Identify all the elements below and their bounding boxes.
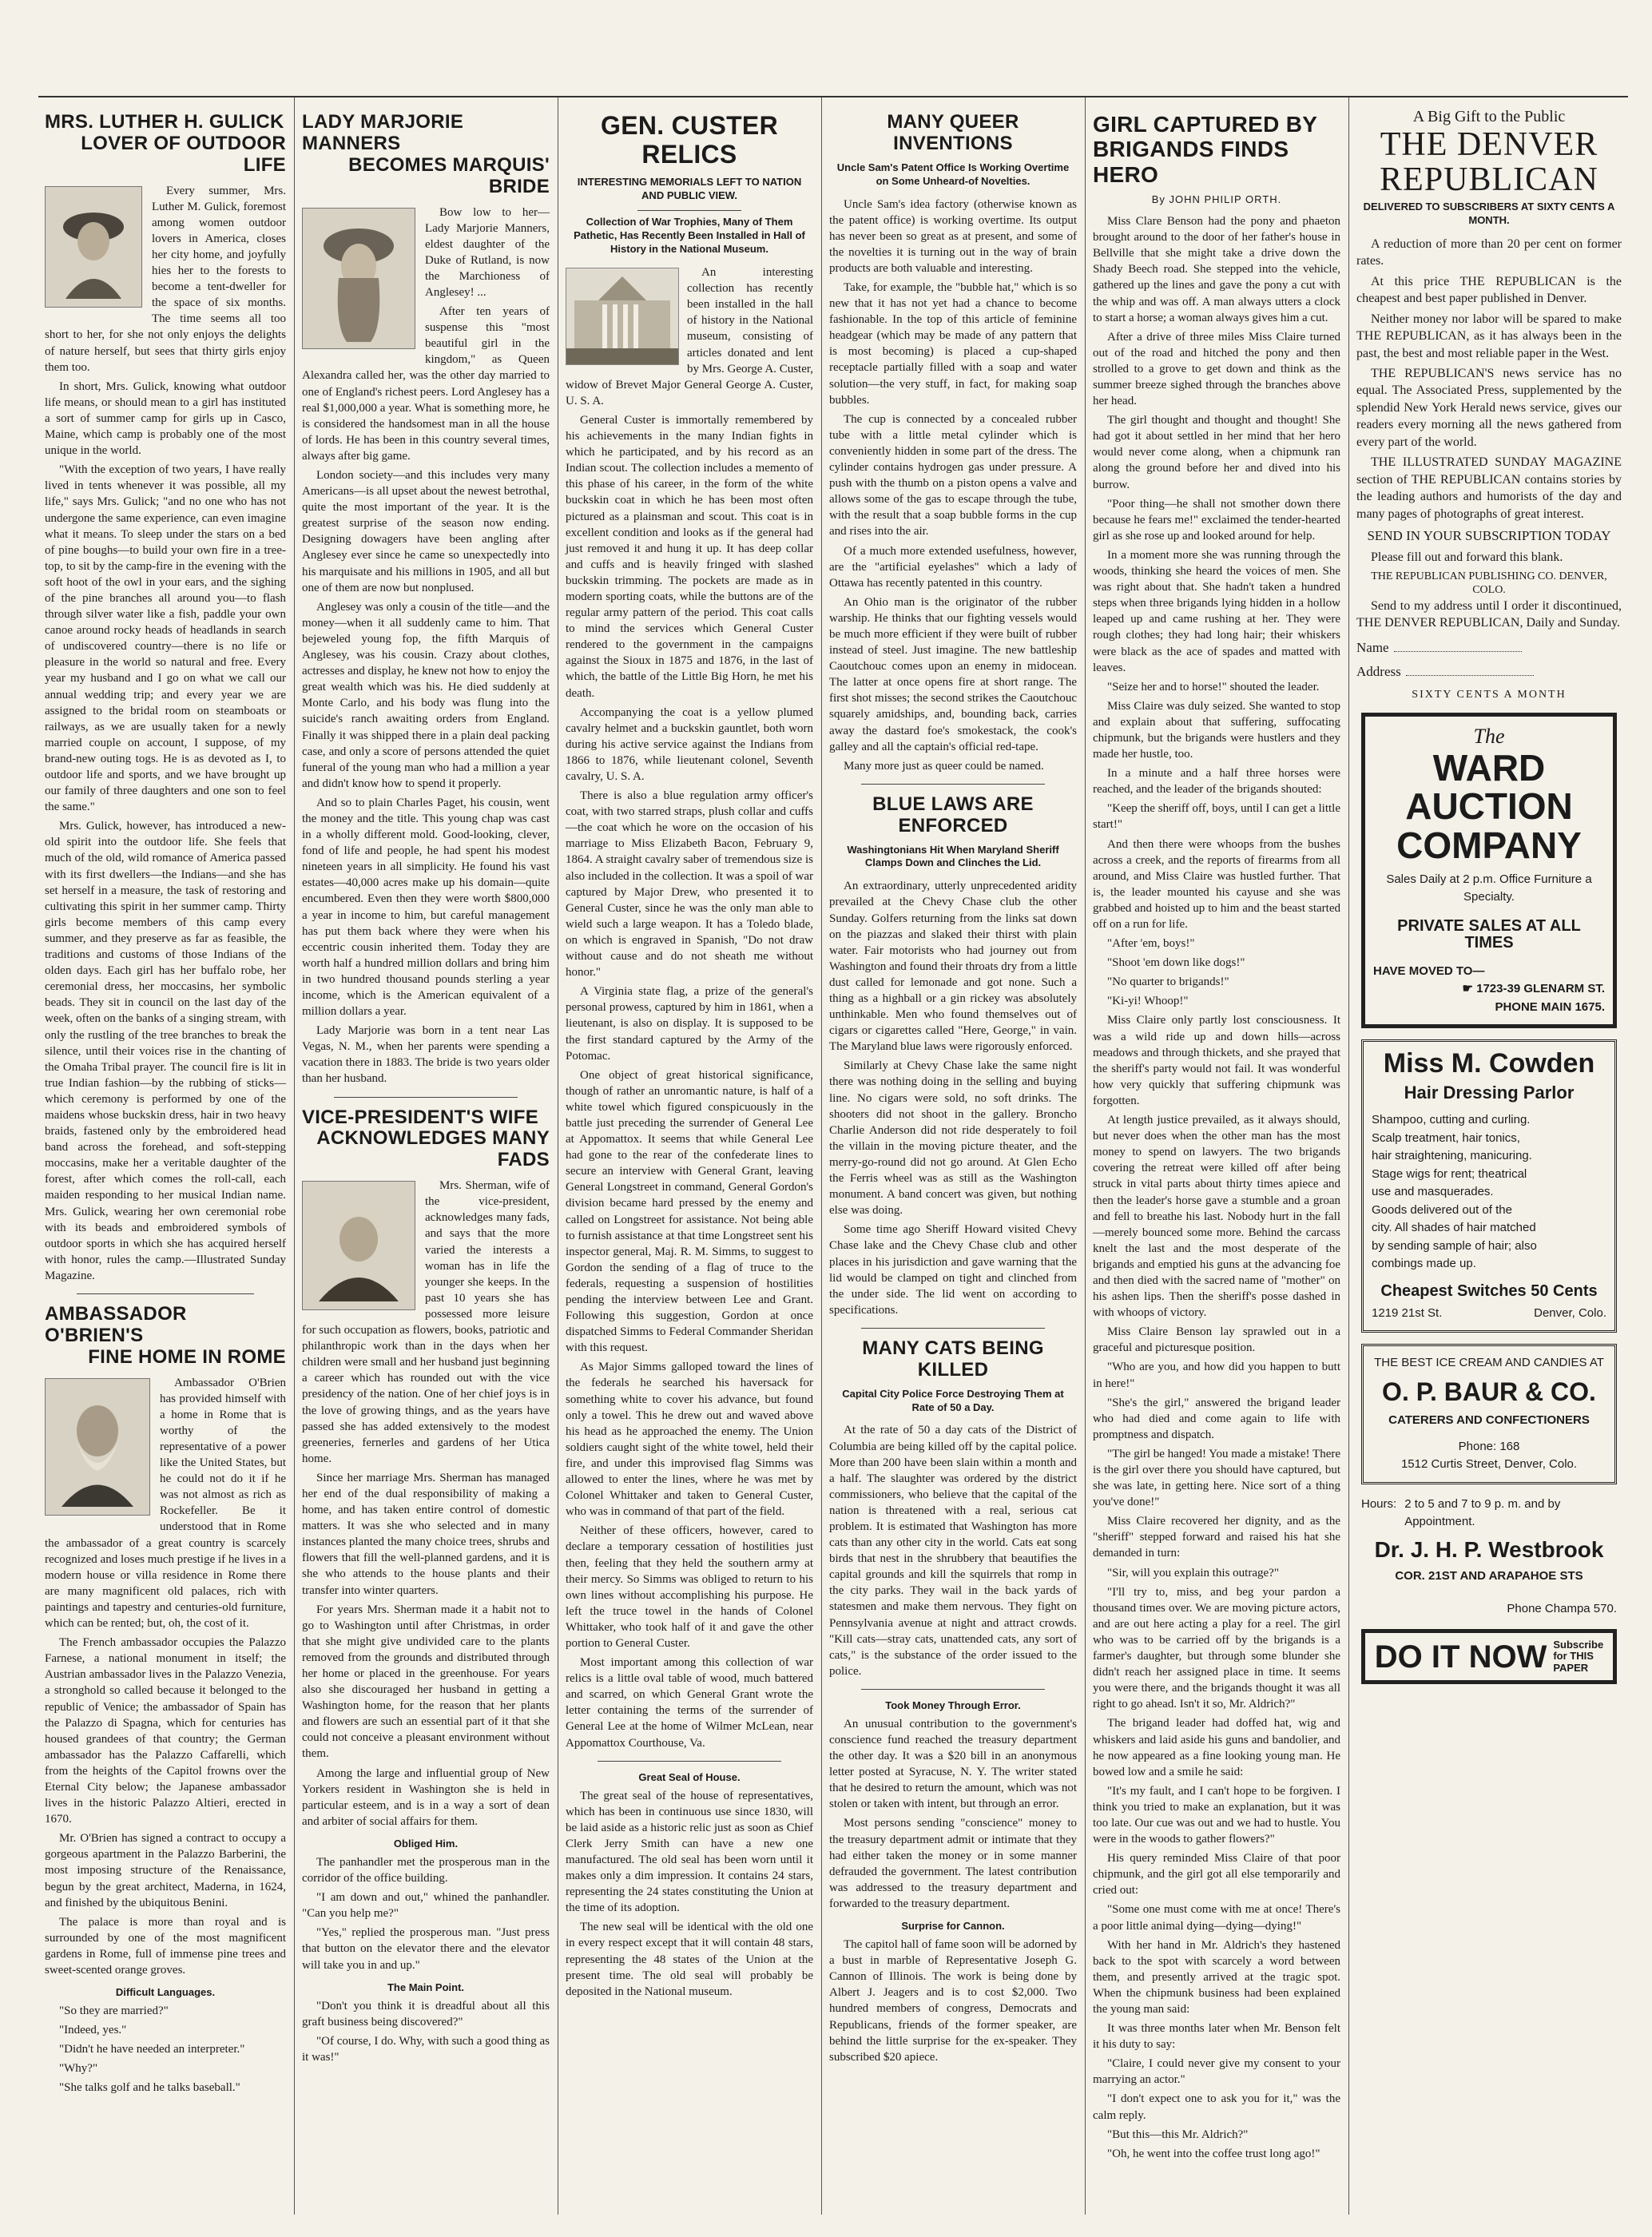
brigands-paragraph: The brigand leader had doffed hat, wig and whiskers and laid aside his guns and bandolier, and he now appeared as a fine looking young man. He bowed low and a smile he said: xyxy=(1093,1717,1340,1778)
cowden-line: Goods delivered out of the xyxy=(1372,1202,1512,1217)
do-it-now-small: for THIS xyxy=(1553,1650,1594,1663)
westbrook-name: Dr. J. H. P. Westbrook xyxy=(1374,1536,1604,1562)
custer-subdeck: Collection of War Trophies, Many of Them Pathetic, Has Recently Been Installed in Hall of History in the National Museum. xyxy=(574,216,805,256)
blue-laws-deck: Washingtonians Hit When Maryland Sheriff Clamps Down and Clinches the Lid. xyxy=(847,843,1059,869)
inventions-paragraph: Of a much more extended usefulness, however, are the "artificial eyelashes" which a lady of Ottawa has recently patented in this country. xyxy=(829,544,1077,590)
baur-name: O. P. BAUR & CO. xyxy=(1382,1377,1596,1406)
brigands-headline: GIRL CAPTURED BY BRIGANDS FINDS HERO xyxy=(1093,112,1318,187)
custer-deck: INTERESTING MEMORIALS LEFT TO NATION AND PUBLIC VIEW. xyxy=(577,175,802,201)
brigands-paragraph: Miss Claire Benson lay sprawled out in a graceful and picturesque position. xyxy=(1093,1325,1340,1355)
manners-paragraph: Lady Marjorie was born in a tent near Las Vegas, N. M., when her parents were spending a vacation there in 1883. The bride is two years older than her husband. xyxy=(302,1024,550,1086)
column-1 xyxy=(38,107,292,2216)
brigands-paragraph: In a moment more she was running through the woods, thinking she heard the voices of men. She was right about that. She hadn't taken a hundred steps when three brigands lying hidden in a hollow leaped up and came rushing at her. They were rough clothes; they had long hair; their whiskers were black as the ace of spades and matted with leaves. xyxy=(1093,548,1340,674)
brigands-paragraph: "She's the girl," answered the brigand leader who had died and come again to life with promptness and dispatch. xyxy=(1093,1396,1340,1441)
blue-laws-paragraph: Some time ago Sheriff Howard visited Chevy Chase lake and the Chevy Chase club and other places in his jurisdiction and gave warning that the lid would be clamped on tight and clinched from the under side. The lid went on according to specifications. xyxy=(829,1223,1077,1317)
money-paragraph: An unusual contribution to the government's conscience fund reached the treasury department the other day. It was a $20 bill in an anonymous letter posted at Syracuse, N. Y. The writer stated that he desired to return the amount, which was not stolen or taken with intent, but through an error. xyxy=(829,1717,1077,1811)
sherman-paragraph: For years Mrs. Sherman made it a habit not to go to Washington until after Christmas, in order that she might give undivided care to the plants removed from the grounds and distributed through her home or placed in the greenhouse. For years also she discouraged her husband in getting a Washington home, for the reason that her plants and flowers are such an essential part of it that she could not conceive a pleasant environment without them. xyxy=(302,1603,550,1761)
museum-building-icon xyxy=(566,268,678,364)
ward-phone: PHONE MAIN 1675. xyxy=(1495,999,1605,1014)
custer-paragraph: There is also a blue regulation army officer's coat, with two starred straps, plush collar and cuffs—the coat which he wore on the occasion of his marriage to Miss Elizabeth Bacon, February 9, 1864. A straight cavalry saber of tremendous size is also included in the collection. It was a spoil of war captured by Major Drew, who presented it to General Custer, since he was the only man able to wield such a large weapon. It has a Toledo blade, on which is engraved in Spanish, "Do not draw without cause and do not sheath me without honor." xyxy=(566,789,813,979)
filler-line: "I am down and out," whined the panhandler. "Can you help me?" xyxy=(302,1891,550,1921)
brigands-paragraph: "Claire, I could never give my consent to your marrying an actor." xyxy=(1093,2057,1340,2087)
ad-price-line: SIXTY CENTS A MONTH xyxy=(1412,688,1567,701)
ward-the: The xyxy=(1473,725,1505,749)
brigands-paragraph: "Seize her and to horse!" shouted the leader. xyxy=(1107,680,1320,693)
ward-private: PRIVATE SALES AT ALL TIMES xyxy=(1397,916,1581,952)
woman-portrait-icon xyxy=(311,214,407,342)
cowden-line: Stage wigs for rent; theatrical xyxy=(1372,1166,1527,1181)
column-rule xyxy=(1348,97,1349,2215)
column-2 xyxy=(296,107,556,2216)
brigands-paragraph: "Shoot 'em down like dogs!" xyxy=(1107,956,1245,970)
cowden-address: 1219 21st St. Denver, Colo. xyxy=(1372,1305,1606,1320)
cowden-line: hair straightening, manicuring. xyxy=(1372,1149,1532,1163)
obrien-paragraph: Mr. O'Brien has signed a contract to occupy a gorgeous apartment in the Palazzo Barberini, the most imposing structure of the Renaissance, begun by the great architect, Maderna, in 1624, and finished by the ubiquitous Benini. xyxy=(45,1832,286,1909)
ward-title: WARD AUCTION xyxy=(1405,747,1573,828)
westbrook-address: COR. 21ST AND ARAPAHOE STS xyxy=(1395,1569,1583,1583)
manners-headline: LADY MARJORIE MANNERS BECOMES MARQUIS' BRIDE xyxy=(302,111,550,197)
manners-paragraph: After ten years of suspense this "most beautiful girl in the kingdom," as Queen Alexandra called her, was the other day married to one of England's richest peers. Lord Anglesey has a real $1,000,000 a year. What is something more, he is considered the handsomest man in all the house of lords. He has been in this country several times, always after big game. xyxy=(302,305,550,463)
brigands-paragraph: Miss Claire recovered her dignity, and as the "sheriff" stepped forward and raised his hat she demanded in turn: xyxy=(1093,1515,1340,1560)
ad-company: THE REPUBLICAN PUBLISHING CO. DENVER, COLO. xyxy=(1371,570,1607,597)
cats-paragraph: At the rate of 50 a day cats of the District of Columbia are being killed off by the capital police. More than 200 have been slain within a month and a half. The slaughter was ordered by the district commissioners, who believe that the capital of the nation is threatened with a real, serious cat problem. It is estimated that Washington has more cats than any other city in the world. Cats eat song birds that nest in the shrubbery that beautifies the capital grounds and kill the squirrels that romp in the city parks. They wail in the back yards of statesmen and make them nervous. They fight on Pennsylvania avenue at night and attract crowds. "Kill cats—stray cats, unattended cats, any sort of cats," is the substance of the order issued to the police. xyxy=(829,1424,1077,1678)
do-it-now-small: PAPER xyxy=(1553,1661,1589,1674)
brigands-paragraph: "Ki-yi! Whoop!" xyxy=(1107,995,1189,1008)
filler-line: "Didn't he have needed an interpreter." xyxy=(59,2043,245,2056)
woman-portrait-icon xyxy=(54,195,133,299)
brigands-paragraph: "Who are you, and how did you happen to butt in here!" xyxy=(1093,1361,1340,1390)
ad-masthead-line: REPUBLICAN xyxy=(1380,161,1598,199)
brigands-paragraph: Miss Clare Benson had the pony and phaeton brought around to the door of her father's house in Bellville that she might take a drive down the Shady Beech road. She stepped into the vehicle, gathered up the lines and gave the pony a cut with the whip and was off. A man always utters a clock to start a horse; a woman always gives him a cut. xyxy=(1093,215,1340,324)
filler-line: "Indeed, yes." xyxy=(59,2024,127,2037)
sherman-portrait xyxy=(302,1181,415,1310)
blue-laws-paragraph: Similarly at Chevy Chase lake the same night there was nothing doing in the selling and buying line. No cigars were sold, no soft drinks. The shooters did not shoot in the gallery. Broncho Charlie Anderson did not ride desperately to foil the villain in the moving picture theater, and the merry-go-round did not go around. At Glen Echo the Ferris wheel was as still as the Washington monument. A band concert was given, but nothing else was doing. xyxy=(829,1059,1077,1218)
brigands-paragraph: "Keep the sheriff off, boys, until I can get a little start!" xyxy=(1093,802,1340,832)
manners-paragraph: Anglesey was only a cousin of the title—and the money—when it all suddenly came to him. That bejeweled young fop, the fifth Marquis of Anglesey, was his cousin. Crazy about clothes, actresses and display, he knew not how to enjoy the great wealth which was his. He died suddenly at Monte Carlo, and his body was flung into the suicide's ranch awaiting orders from England. Finally it was shipped there in a plain deal packing case, and only a score of persons attended the quiet funeral of the young man who had a million a year and didn't know how to spend it properly. xyxy=(302,600,550,790)
museum-building-image xyxy=(566,268,679,365)
ad-tagline: A Big Gift to the Public xyxy=(1412,108,1566,125)
column-3 xyxy=(559,107,820,2216)
sherman-paragraph: Among the large and influential group of New Yorkers resident in Washington she is held in particular esteem, and is in a way a sort of dean and arbiter of social affairs for them. xyxy=(302,1766,550,1828)
do-it-now-ad xyxy=(1361,1629,1617,1684)
custer-paragraph: One object of great historical significance, though of rather an unromantic nature, is half of a white towel which figured conspicuously in the battle just preceding the surrender of General Lee at Appomattox. It seems that while General Lee had gone to the rear of the confederate lines to secure an interview with General Grant, leaving General Longstreet in command, General Gordon's division became hard pressed by the enemy and called on Longstreet for assistance. Not being able to furnish assistance at that time Longstreet sent his inspector general, Maj. R. M. Simms, to suggest to Gordon the sending of a flag of truce to the federals, requesting a suspension of hostilities pending the interview between Lee and Grant. Following this suggestion, Gordon at once dispatched Simms to Federal Commander Sheridan with this request. xyxy=(566,1068,813,1355)
custer-headline: GEN. CUSTER RELICS xyxy=(601,111,778,169)
ad-masthead-line: THE DENVER xyxy=(1380,126,1598,163)
brigands-paragraph: "Oh, he went into the coffee trust long ago!" xyxy=(1107,2147,1320,2160)
ward-title: COMPANY xyxy=(1396,824,1582,866)
brigands-paragraph: Miss Claire only partly lost consciousness. It was a wild ride up and down hills—across meadows and through thickets, and she prayed that the sheriff's party would not fail. It was wonderful how very quickly that suffering chipmunk was forgotten. xyxy=(1093,1014,1340,1107)
brigands-paragraph: With her hand in Mr. Aldrich's they hastened back to the spot with scarcely a word between them, and presently arrived at the tragic spot. When the chipmunk business had been explained the young man said: xyxy=(1093,1938,1340,2016)
ad-paragraph: THE REPUBLICAN'S news service has no equal. The Associated Press, supplemented by the splendid New York Herald news service, gives our readers every morning all the news gathered from every part of the world. xyxy=(1356,367,1622,449)
ad-address-line[interactable]: Address xyxy=(1356,664,1622,680)
denver-republican-ad xyxy=(1356,107,1622,701)
cowden-line: Scalp treatment, hair tonics, xyxy=(1372,1130,1520,1145)
brigands-paragraph: The girl thought and thought and thought! She had got it about settled in her mind that her hero would never come along, when a chipmunk ran along the ground before her and dived into his burrow. xyxy=(1093,414,1340,491)
manners-paragraph: Bow low to her—Lady Marjorie Manners, eldest daughter of the Duke of Rutland, is now the Marchioness of Anglesey! ... xyxy=(425,205,550,299)
divider xyxy=(861,784,1045,785)
custer-paragraph: An interesting collection has recently been installed in the hall of history in the National museum, consisting of articles donated and lent by Mrs. George A. Custer, widow of Brevet Major General George A. Custer, U. S. A. xyxy=(566,266,813,407)
sherman-paragraph: Since her marriage Mrs. Sherman has managed her end of the dual responsibility of making a home, and has taken entire control of domestic matters. It was she who selected and in many instances planted the many choice trees, shrubs and flowers that fill the well-planned gardens, and it is she who attends to the house plants and their transfer into winter quarters. xyxy=(302,1471,550,1597)
gulick-paragraph: In short, Mrs. Gulick, knowing what outdoor life means, or should mean to a girl has instituted a sort of summer camp for girls up in Casco, Maine, which camp is probably one of the most unique in the world. xyxy=(45,379,286,458)
manners-paragraph: London society—and this includes very many Americans—is all upset about the newest betrothal, quite the most important of the year. It is the greatest surprise of the season now ending. Designing dowagers have been angling after Anglesey ever since he came so unexpectedly into his marquisate and his millions in 1905, and all but one of them are now but nonplused. xyxy=(302,469,550,594)
filler-line: "She talks golf and he talks baseball." xyxy=(59,2081,240,2095)
cats-headline: MANY CATS BEING KILLED xyxy=(862,1337,1044,1381)
divider xyxy=(334,1097,518,1098)
blue-laws-headline: BLUE LAWS ARE ENFORCED xyxy=(872,793,1034,836)
inventions-paragraph: Uncle Sam's idea factory (otherwise known as the patent office) is working overtime. Its output has never been so great as at present, and some of the novelties it is turning out in the way of brain products are both valuable and interesting. xyxy=(829,197,1077,275)
cowden-line: Shampoo, cutting and curling. xyxy=(1372,1113,1531,1127)
column-rule xyxy=(821,97,822,2215)
baur-phone: Phone: 168 xyxy=(1458,1439,1520,1453)
baur-top: THE BEST ICE CREAM AND CANDIES AT xyxy=(1374,1356,1604,1370)
do-it-now-small: Subscribe xyxy=(1553,1639,1604,1651)
brigands-paragraph: "It's my fault, and I can't hope to be forgiven. I think you tried to make an explanation, but it was too late. Our cue was out and we had to hustle. You were in the woods to gather flowers?" xyxy=(1093,1784,1340,1846)
westbrook-hours: 2 to 5 and 7 to 9 p. m. and by Appointment. xyxy=(1404,1496,1561,1529)
cowden-line: by sending sample of hair; also xyxy=(1372,1238,1537,1253)
ad-paragraph: At this price THE REPUBLICAN is the cheapest and best paper published in Denver. xyxy=(1356,274,1622,306)
gulick-paragraph: Every summer, Mrs. Luther M. Gulick, foremost among women outdoor lovers in America, closes her city home, and joyfully hies her to the forests to become a tent-dweller for the space of six months. The time seems all too short to her, for she not only enjoys the delights of nature herself, but sees that thirty girls enjoy them too. xyxy=(45,184,286,374)
filler-line: "Of course, I do. Why, with such a good thing as it was!" xyxy=(302,2034,550,2064)
brigands-paragraph: "The girl be hanged! You made a mistake! There is the girl over there you should have captured, but she was late, in getting here. Nice sort of a thing you've done!" xyxy=(1093,1447,1341,1509)
divider xyxy=(637,210,741,211)
brigands-paragraph: "No quarter to brigands!" xyxy=(1107,975,1229,989)
inventions-deck: Uncle Sam's Patent Office Is Working Overtime on Some Unheard-of Novelties. xyxy=(836,161,1070,187)
filler-title: The Main Point. xyxy=(387,1981,465,1993)
baur-ad xyxy=(1361,1344,1617,1484)
sherman-paragraph: Mrs. Sherman, wife of the vice-president, acknowledges many fads, and says that the more varied the interests a woman has in life the younger she keeps. In the past 10 years she has possessed more leisure for such occupation as flowers, books, patriotic and philanthropic work than in the days when her children were small and her husband just beginning a career which has rounded out with the vice presidency of the nation. One of her chief joys is in the love of growing things, and as the years have passed she has added extensively to the modest greeneries, fernerles and gardens of her Utica home. xyxy=(302,1179,550,1465)
westbrook-ad xyxy=(1361,1496,1617,1618)
money-paragraph: Most persons sending "conscience" money to the treasury department admit or intimate that they had either taken the money or in some manner defrauded the government. The latest contribution was addressed to the treasury department and forwarded to the treasury department. xyxy=(829,1817,1077,1910)
inventions-paragraph: Take, for example, the "bubble hat," which is so new that it has not yet had a chance to become fashionable. In the top of this article of feminine headgear (which may be made of any pattern that is most becoming) is placed a cup-shaped receptacle partially filled with a soap and water solution—the very stuff, in fact, for making soap bubbles. xyxy=(829,281,1077,407)
brigands-paragraph: "I don't expect one to ask you for it," was the calm reply. xyxy=(1093,2092,1340,2122)
do-it-now-text: DO IT NOW xyxy=(1374,1639,1547,1675)
cowden-line: use and masquerades. xyxy=(1372,1185,1494,1199)
cowden-line: city. All shades of hair matched xyxy=(1372,1221,1536,1235)
ad-name-line[interactable]: Name xyxy=(1356,640,1622,656)
brigands-paragraph: "Sir, will you explain this outrage?" xyxy=(1107,1566,1279,1579)
custer-paragraph: Most important among this collection of war relics is a little oval table of wood, much battered and scarred, on which General Grant wrote the letter containing the terms of the surrender of General Lee at the home of Wilmer McLean, near Appomattox Courthouse, Va. xyxy=(566,1656,813,1750)
cowden-cheapest: Cheapest Switches 50 Cents xyxy=(1380,1281,1598,1300)
baur-address: 1512 Curtis Street, Denver, Colo. xyxy=(1400,1457,1578,1472)
custer-paragraph: Accompanying the coat is a yellow plumed cavalry helmet and a buckskin gauntlet, both worn during his active service against the Indians from 1866 to 1876, while lieutenant colonel, Seventh cavalry, U. S. A. xyxy=(566,705,813,784)
filler-line: "Yes," replied the prosperous man. "Just press that button on the elevator there and the elevator will take you in and up." xyxy=(302,1926,550,1972)
westbrook-hours-label: Hours: xyxy=(1361,1496,1397,1511)
filler-line: The panhandler met the prosperous man in the corridor of the office building. xyxy=(302,1855,550,1885)
manners-paragraph: And so to plain Charles Paget, his cousin, went the money and the title. This young chap was cast in a wholly different mold. Good-looking, clever, fond of life and people, he had spent his modest nineteen years in all simplicity. He found his vast estates—40,000 acres make up his domain—quite encumbered. Even then they were worth $800,000 a year in income to him, but careful management has put them back where they were when his eccentric cousin inherited them. Today they are worth half a hundred million dollars and bring him in two hundred thousand pounds sterling a year income, which is the American equivalent of a million dollars a year. xyxy=(302,796,550,1019)
seal-title: Great Seal of House. xyxy=(638,1770,741,1783)
sherman-headline: VICE-PRESIDENT'S WIFE ACKNOWLEDGES MANY FADS xyxy=(302,1106,550,1171)
seal-paragraph: The new seal will be identical with the old one in every respect except that it will contain 48 stars, representing the 48 states of the Union at the present time. The old seal will probably be deposited in the National museum. xyxy=(566,1921,813,1998)
gulick-paragraph: Mrs. Gulick, however, has introduced a new-old spirit into the outdoor life. She feels that much of the old, wild romance of America passed with its first dwellers—the Indians—and she has set herself in a measure, the task of restoring and cultivating this spirit in her summer camp. Thirty girls become members of this camp every summer, and they preserve as far as feasible, the traditions and customs of those Indians of the olden days. Each girl has her buffalo robe, her ceremonial dress, her moccasins, her symbolic beads. They sit in council on the last day of the week, often on the banks of a singing stream, with only the rustling of the tree branches to break the silence, until their voices rise in the chanting of the Omaha Tribal prayer. The council fire is lit in true Indian fashion—by the rubbing of sticks—which ceremony is performed by one of the maidens whose buckskin dress, hair in two heavy braids, fastened only by the embroidered head band across the forehead, and soft-stepping moccasins, make her a veritable daughter of the forest, after which comes the roll-call, each maiden responding to her musical Indian name. Mrs. Gulick, wearing her own ceremonial robe with its beads and embroidered symbols of outdoor sports in which she has acquired herself with honor, rules the camp.—Illustrated Sunday Magazine. xyxy=(45,820,287,1282)
divider xyxy=(861,1328,1045,1329)
column-rule xyxy=(294,97,295,2215)
inventions-paragraph: The cup is connected by a concealed rubber tube with a little metal cylinder which is conveniently hidden in some part of the dress. The cylinder contains hydrogen gas under pressure. A push with the thumb on a piston opens a valve and allows some of the gas to escape through the tube, with the result that a soap bubble forms in the cup and rises into the air. xyxy=(829,412,1077,538)
ad-paragraph: Neither money nor labor will be spared to make THE REPUBLICAN, as it has always been in the past, the best and most reliable paper in the West. xyxy=(1356,312,1622,360)
brigands-paragraph: "I'll try to, miss, and beg your pardon a thousand times over. We are moving picture actors, and are out here acting a play for a reel. The girl who was to be carried off by the brigands is a farmer's daughter, but through some blunder she didn't reach her assigned place in time. It seems you were there, and the brigands thought it was all right to go ahead. Isn't it so, Mr. Aldrich?" xyxy=(1093,1585,1340,1711)
inventions-headline: MANY QUEER INVENTIONS xyxy=(887,111,1019,154)
cowden-line: combings made up. xyxy=(1372,1257,1476,1271)
money-title: Took Money Through Error. xyxy=(885,1699,1021,1711)
ad-delivered: DELIVERED TO SUBSCRIBERS AT SIXTY CENTS A MONTH. xyxy=(1363,201,1615,227)
hand-pointer-icon: ☛ xyxy=(1462,982,1477,996)
cannon-title: Surprise for Cannon. xyxy=(901,1920,1005,1933)
obrien-paragraph: Ambassador O'Brien has provided himself with a home in Rome that is worthy of the representative of a power like the United States, but he could not do it if he was not almost as rich as Rockefeller. Be it understood that in Rome the ambassador of a great country is scarcely recognized and loses much prestige if he lives in a modern house or villa residence in Rome there are many magnificent old palaces, rich with paintings and tapestry and centuries-old furniture, which can be rented; but, oh, the cost of it. xyxy=(45,1376,286,1631)
obrien-paragraph: The palace is more than royal and is surrounded by one of the most magnificent gardens in Rome, full of immense pine trees and sweet-scented orange groves. xyxy=(45,1915,286,1977)
divider xyxy=(77,1293,254,1294)
brigands-paragraph: His query reminded Miss Claire of that poor chipmunk, and the girl got all else temporarily and cried out: xyxy=(1093,1852,1340,1897)
custer-paragraph: A Virginia state flag, a prize of the general's personal prowess, captured by him in 1861, when a lieutenant, is also on display. It is supposed to be the first standard captured by the Army of the Potomac. xyxy=(566,985,813,1063)
baur-sub: CATERERS AND CONFECTIONERS xyxy=(1388,1413,1590,1428)
man-portrait-icon xyxy=(54,1387,141,1507)
column-5 xyxy=(1086,107,1347,2216)
inventions-paragraph: Many more just as queer could be named. xyxy=(844,759,1044,773)
brigands-paragraph: "Poor thing—he shall not smother down there because he fears me!" exclaimed the tender-hearted girl as she rose up and looked around for help. xyxy=(1093,497,1340,542)
filler-line: "So they are married?" xyxy=(59,2005,169,2018)
cats-deck: Capital City Police Force Destroying Them at Rate of 50 a Day. xyxy=(842,1387,1064,1413)
brigands-paragraph: It was three months later when Mr. Benson felt it his duty to say: xyxy=(1093,2022,1340,2052)
obrien-paragraph: The French ambassador occupies the Palazzo Farnese, a national monument in itself; the Austrian ambassador lives in the Palazzo Venezia, a stronghold so called because it belonged to the republic of Venice; the ambassador of Spain has the Palazzo di Spagna, which for centuries has housed grandees of that country; the German ambassador has the Palazzo Caffarelli, which from the heights of the Capitol frowns over the Eternal City below; the Japanese ambassador lives in the historic Palazzo Altieri, erected in 1670. xyxy=(45,1636,286,1826)
westbrook-phone: Phone Champa 570. xyxy=(1507,1601,1617,1615)
custer-paragraph: General Custer is immortally remembered by his achievements in the many Indian fights in which he participated, and by his record as an Indian scout. The collection includes a memento of this phase of his career, in the form of the white buckskin coat in which he has been most often pictured as a plainsman and scout. This coat is in excellent condition and looks as if the general had just removed it and hung it up. It has deep collar and cuffs and is heavily fringed with slashed buckskin trimming. The pockets are made as in modern sporting coats, while the buttons are of the regular army pattern of the period. This coat calls to mind the services which General Custer rendered to the government in the campaigns against the Sioux in 1875 and 1876, in the last of which, the battle of the Little Big Horn, he met his death. xyxy=(566,413,813,700)
ward-auction-ad xyxy=(1361,713,1617,1028)
column-4 xyxy=(823,107,1083,2216)
ward-sales: Sales Daily at 2 p.m. Office Furniture a Specialty. xyxy=(1386,872,1592,904)
brigands-paragraph: And then there were whoops from the bushes across a creek, and the reports of firearms from all around, and Miss Claire was hustled further. That is, the leader mounted his cayuse and she was grabbed and hoisted up to him and the beast started off on a run for life. xyxy=(1093,837,1340,932)
blue-laws-paragraph: An extraordinary, utterly unprecedented aridity prevailed at the Chevy Chase club the other Sunday. Golfers returning from the links sat down on the piazzas and slaked their thirst with plain water. Fair motorists who had journey out from Washington and found their throats dry from a little dust called for lemonade and got none. Such a thing as a highball or a gin rickey was absolutely unthinkable. Men who found themselves out of cigars or cigarettes called "Here, George," in vain. The Maryland blue laws were rigorously enforced. xyxy=(829,880,1077,1054)
custer-paragraph: As Major Simms galloped toward the lines of the federals he searched his haversack for something white to cover his advance, but found only a towel. This he drew out and waved above his head as he approached the enemy. The Union soldiers caught sight of the white towel, held their fire, and under this improvised flag Simms was allowed to enter the lines, where he was met by Colonel Whittaker and taken to General Custer, who was in command of that part of the field. xyxy=(566,1361,813,1519)
woman-portrait-icon xyxy=(311,1190,407,1301)
divider xyxy=(861,1689,1045,1690)
filler-title: Difficult Languages. xyxy=(115,1986,216,1999)
custer-paragraph: Neither of these officers, however, cared to declare a temporary cessation of hostilities just then, feeling that they held the southern army at their mercy. So Simms was obliged to return to his own lines without accomplishing his purpose. He left the truce towel in the hands of Colonel Whittaker, who took half of it and gave the other portion to General Custer. xyxy=(566,1524,813,1650)
obrien-portrait xyxy=(45,1378,150,1516)
seal-paragraph: The great seal of the house of representatives, which has been in continuous use since 1830, will be laid aside as a historic relic just as soon as Chief Clerk Jerry Smith can have a new one manufactured. The old seal has been worn until it makes only a dim impression. It contains 24 stars, representing the 24 states constituting the Union at the time of its adoption. xyxy=(566,1789,813,1915)
ad-paragraph: A reduction of more than 20 per cent on former rates. xyxy=(1356,236,1622,268)
ward-address: ☛ 1723-39 GLENARM ST. xyxy=(1462,982,1605,996)
manners-portrait xyxy=(302,208,415,349)
ad-send: SEND IN YOUR SUBSCRIPTION TODAY xyxy=(1367,527,1611,543)
brigands-paragraph: At length justice prevailed, as it always should, but never does when the other man has the most money to spend on lawyers. The two brigands covering the retreat were killed off after being struck in vital parts about thirty times apiece and then the leader's horse gave a stumble and a groan and fell to breathe his last. Nobody hurt in the fall—merely bounced some more. Behind the carcass knelt the last and the most desperate of the brigands and emptied his guns at the advancing foe and then died with the sacred name of "mother" on his ashen lips. Then the sheriff's posse dashed in with whoops of victory. xyxy=(1093,1114,1340,1320)
gulick-paragraph: "With the exception of two years, I have really lived in tents whenever it was possible, all my life," says Mrs. Gulick; "and no one who has not undergone the same experience, can even imagine what it means. To sleep under the stars on a bed of pine boughs—to build your own fire in a tree-top, to sit by the camp-fire in the evening with the soft hoot of the owl in your ears, and the sighing of the pine branches all around you—to flash through silver water like a fish, paddle your own canoe around rocky heads of headlands in search of undiscovered country—there is no life or pleasure in the world so natural and free. Every year my husband and I go on what we call our annual wedding trip; and every year we are assigned to the bridal room on steamboats or railways, as we are usually taken for a newly married couple on account, I suppose, of my brand-new outing togs. He is as devoted as I, to outdoor life and sports, and we have brought up our family of three daughters and one son to feel the same." xyxy=(45,463,286,814)
column-6-ads xyxy=(1350,107,1628,2216)
gulick-portrait xyxy=(45,186,142,308)
ad-fill: Please fill out and forward this blank. xyxy=(1371,550,1563,565)
inventions-paragraph: An Ohio man is the originator of the rubber warship. He thinks that our fighting vessels would be much more efficient if they were built of rubber instead of steel. Just imagine. The new battleship Caoutchouc comes upon an enemy in midocean. The latter at once opens fire at short range. The first shot misses; the second strikes the Caoutchouc squarely amidships, and, bounding back, carries away the dastard foe's smokestack, the cook's galley and all the captain's official red-tape. xyxy=(829,595,1077,753)
filler-line: "Don't you think it is dreadful about all this graft business being discovered?" xyxy=(302,1999,550,2028)
cowden-sub: Hair Dressing Parlor xyxy=(1404,1083,1575,1103)
ward-moved: HAVE MOVED TO— xyxy=(1373,964,1485,978)
cowden-ad xyxy=(1361,1039,1617,1333)
filler-title: Obliged Him. xyxy=(393,1837,459,1850)
brigands-paragraph: After a drive of three miles Miss Claire turned out of the road and hitched the pony and then strolled to a grove to get down and think as the summer breeze sighed through the branches above her head. xyxy=(1093,330,1340,408)
filler-line: "Why?" xyxy=(59,2062,98,2076)
ad-address-note: Send to my address until I order it discontinued, THE DENVER REPUBLICAN, Daily and Sunday. xyxy=(1356,598,1622,630)
divider xyxy=(598,1761,781,1762)
newspaper-page xyxy=(38,96,1628,2223)
gulick-headline: MRS. LUTHER H. GULICK LOVER OF OUTDOOR LIFE xyxy=(45,111,286,176)
byline: By JOHN PHILIP ORTH. xyxy=(1151,193,1282,206)
obrien-headline: AMBASSADOR O'BRIEN'S FINE HOME IN ROME xyxy=(45,1303,286,1368)
column-rule xyxy=(1085,97,1086,2215)
brigands-paragraph: "Some one must come with me at once! There's a poor little animal dying—dying—dying!" xyxy=(1093,1903,1340,1933)
cannon-paragraph: The capitol hall of fame soon will be adorned by a bust in marble of Representative Joseph G. Cannon of Illinois. The work is being done by Albert J. Jeagers and is to cost $2,000. Two hundred members of congress, Democrats and Republicans, friends of the former speaker, are behind the little surprise for the ex-speaker. They subscribed $20 apiece. xyxy=(829,1938,1077,2064)
brigands-paragraph: "But this—this Mr. Aldrich?" xyxy=(1107,2128,1249,2141)
ad-paragraph: THE ILLUSTRATED SUNDAY MAGAZINE section of THE REPUBLICAN contains stories by the leading authors and humorists of the day and many pages of photographs of great interest. xyxy=(1356,455,1622,521)
brigands-paragraph: In a minute and a half three horses were reached, and the leader of the brigands shouted: xyxy=(1093,767,1340,797)
brigands-paragraph: "After 'em, boys!" xyxy=(1107,937,1195,951)
brigands-paragraph: Miss Claire was duly seized. She wanted to stop and explain about that suffering, suffocating chipmunk, but the brigands were hustlers and they made her hustle, too. xyxy=(1093,699,1340,761)
cowden-name: Miss M. Cowden xyxy=(1383,1048,1595,1079)
